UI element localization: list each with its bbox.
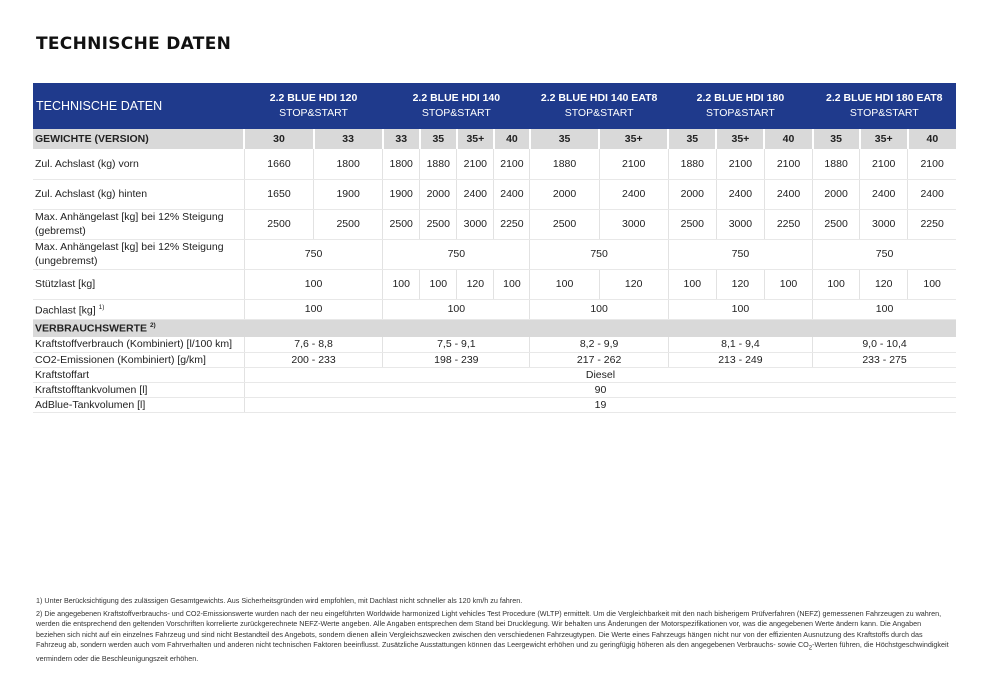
value-cell: 100 xyxy=(494,269,530,299)
footnote-2-text: 2) Die angegebenen Kraftstoffverbrauchs- und CO2-Emissionswerte wurden nach der neu eingeführten Worldwide harmonized Light vehicles Test Procedure (WLTP) ermittelt. Um die Vergleichbarkeit mit den nach bisherigem Prüfverfahren (NEFZ) gemessenen Fahrzeugen zu wahren, werden die entsprechend den geltenden Vorschriften korrelierte zurückgerechnete NEFZ-Werte angeben. Alle Angaben entsprechen dem Stand bei Drucklegung. Wir behalten uns Änderungen der Motorspezifikationen vor, was die angegebenen Werte ändern kann. Die Angaben beziehen sich nicht auf ein einzelnes Fahrzeug und sind nicht Bestandteil des Angebots, sondern dienen allein Vergleichszwecken zwischen den verschiedenen Fahrzeugtypen. Die Werte eines Fahrzeugs hängen nicht nur von der effizienten Ausnutzung des Kraftstoffs durch das Fahrzeug ab, sondern werden auch vom Fahrverhalten und anderen nicht technischen Faktoren beeinflusst. Zusätzliche Ausstattungen können das Leergewicht erhöhen und zu geringfügig höheren als den angegebenen Verbrauchs- sowie CO xyxy=(36,608,942,650)
value-cell: 2400 xyxy=(860,179,908,209)
value-cell: 3000 xyxy=(860,209,908,239)
row-label: Zul. Achslast (kg) vorn xyxy=(33,149,244,179)
engine-sub: STOP&START xyxy=(849,107,919,119)
value-cell: 2000 xyxy=(530,179,599,209)
value-cell: 100 xyxy=(420,269,457,299)
value-cell: 2500 xyxy=(314,209,383,239)
value-cell: 1900 xyxy=(383,179,420,209)
footnote-1: 1) Unter Berücksichtigung des zulässigen Gesamtgewichts. Aus Sicherheitsgründen wird empfohlen, mit Dachlast nicht schneller als 120 km/h zu fahren. xyxy=(36,596,523,605)
version-cell: 40 xyxy=(764,129,812,149)
table-row-achslast-hinten xyxy=(33,179,956,209)
version-cell: 40 xyxy=(908,129,956,149)
value-cell: 3000 xyxy=(599,209,668,239)
value-cell: 2100 xyxy=(599,149,668,179)
value-cell: 750 xyxy=(530,239,668,269)
value-cell: 2100 xyxy=(860,149,908,179)
engine-header-row xyxy=(33,83,956,129)
engine-name: 2.2 BLUE HDI 140 EAT8 xyxy=(540,92,658,104)
version-cell: 35 xyxy=(813,129,860,149)
section-label-text: VERBRAUCHSWERTE xyxy=(35,322,148,335)
value-cell: 100 xyxy=(668,299,812,319)
value-cell: 213 - 249 xyxy=(668,352,812,367)
row-label: Kraftstoffverbrauch (Kombiniert) [l/100 km] xyxy=(33,337,244,352)
row-label-line-2: (gebremst) xyxy=(35,225,86,237)
value-cell: 100 xyxy=(244,299,382,319)
engine-header-hdi-140-eat8 xyxy=(530,83,668,129)
value-cell: 1880 xyxy=(813,149,860,179)
value-cell: 2400 xyxy=(457,179,494,209)
row-label xyxy=(33,239,244,269)
value-cell: 2500 xyxy=(668,209,716,239)
row-label xyxy=(33,299,244,319)
value-cell: 2400 xyxy=(908,179,956,209)
engine-name: 2.2 BLUE HDI 140 xyxy=(412,92,501,104)
version-cell: 30 xyxy=(244,129,313,149)
section-header-verbrauch xyxy=(33,319,956,337)
row-label xyxy=(33,209,244,239)
engine-name: 2.2 BLUE HDI 180 EAT8 xyxy=(826,92,943,104)
value-cell: 90 xyxy=(244,382,956,397)
value-cell: 750 xyxy=(244,239,382,269)
engine-sub: STOP&START xyxy=(421,107,491,119)
row-label-text: Dachlast [kg] xyxy=(35,304,96,317)
version-cell: 40 xyxy=(494,129,530,149)
version-cell: 35 xyxy=(668,129,716,149)
table-row-kraftstoffverbrauch xyxy=(33,337,956,352)
value-cell: 120 xyxy=(716,269,764,299)
value-cell: 217 - 262 xyxy=(530,352,668,367)
value-cell: 2400 xyxy=(716,179,764,209)
table-row-dachlast xyxy=(33,299,956,319)
engine-header-hdi-120 xyxy=(244,83,382,129)
value-cell: 750 xyxy=(668,239,812,269)
value-cell: 120 xyxy=(457,269,494,299)
engine-sub: STOP&START xyxy=(705,107,775,119)
footnote-ref: 1) xyxy=(98,303,105,311)
engine-name: 2.2 BLUE HDI 180 xyxy=(696,92,785,104)
value-cell: 2000 xyxy=(668,179,716,209)
row-label-line-2: (ungebremst) xyxy=(35,255,98,267)
value-cell: 1800 xyxy=(383,149,420,179)
table-row-stuetzlast xyxy=(33,269,956,299)
value-cell: 2400 xyxy=(764,179,812,209)
footnote-ref: 2) xyxy=(149,322,156,329)
value-cell: 2100 xyxy=(764,149,812,179)
value-cell: 1880 xyxy=(668,149,716,179)
value-cell: 2250 xyxy=(494,209,530,239)
footnote-2-subscript: 2 xyxy=(808,645,813,652)
table-row-anhaengelast-ungebremst xyxy=(33,239,956,269)
value-cell: 100 xyxy=(244,269,382,299)
value-cell: 2500 xyxy=(244,209,313,239)
value-cell: 7,6 - 8,8 xyxy=(244,337,382,352)
value-cell: 2100 xyxy=(716,149,764,179)
value-cell: 120 xyxy=(860,269,908,299)
version-cell: 33 xyxy=(383,129,420,149)
version-cell: 35 xyxy=(530,129,599,149)
section-label xyxy=(33,319,956,337)
value-cell: 1880 xyxy=(420,149,457,179)
value-cell: 2100 xyxy=(494,149,530,179)
version-cell: 33 xyxy=(314,129,383,149)
table-header-label: TECHNISCHE DATEN xyxy=(36,99,163,113)
value-cell: 100 xyxy=(764,269,812,299)
value-cell: 750 xyxy=(813,239,956,269)
version-row xyxy=(33,129,956,149)
engine-header-hdi-180 xyxy=(668,83,812,129)
value-cell: 8,2 - 9,9 xyxy=(530,337,668,352)
table-row-tankvolumen xyxy=(33,382,956,397)
value-cell: 9,0 - 10,4 xyxy=(813,337,956,352)
value-cell: 2000 xyxy=(813,179,860,209)
table-row-adblue xyxy=(33,397,956,412)
engine-sub: STOP&START xyxy=(279,107,348,119)
footnote-2 xyxy=(36,609,951,665)
value-cell: 2000 xyxy=(420,179,457,209)
value-cell: 200 - 233 xyxy=(244,352,382,367)
value-cell: 7,5 - 9,1 xyxy=(383,337,530,352)
value-cell: Diesel xyxy=(244,367,956,382)
value-cell: 233 - 275 xyxy=(813,352,956,367)
version-cell: 35+ xyxy=(457,129,494,149)
value-cell: 2500 xyxy=(813,209,860,239)
value-cell: 100 xyxy=(383,269,420,299)
value-cell: 1800 xyxy=(314,149,383,179)
value-cell: 2250 xyxy=(908,209,956,239)
technical-data-table xyxy=(33,83,956,413)
row-label-line-1: Max. Anhängelast [kg] bei 12% Steigung xyxy=(35,211,224,223)
version-cell: 35 xyxy=(420,129,457,149)
value-cell: 3000 xyxy=(716,209,764,239)
row-label: Kraftstoffart xyxy=(33,367,244,382)
value-cell: 2400 xyxy=(599,179,668,209)
value-cell: 120 xyxy=(599,269,668,299)
footnotes xyxy=(36,596,951,667)
value-cell: 1880 xyxy=(530,149,599,179)
value-cell: 2100 xyxy=(908,149,956,179)
version-cell: 35+ xyxy=(716,129,764,149)
value-cell: 3000 xyxy=(457,209,494,239)
value-cell: 100 xyxy=(813,299,956,319)
engine-sub: STOP&START xyxy=(564,107,634,119)
value-cell: 1900 xyxy=(314,179,383,209)
value-cell: 100 xyxy=(908,269,956,299)
value-cell: 100 xyxy=(530,299,668,319)
value-cell: 2500 xyxy=(420,209,457,239)
engine-header-hdi-140 xyxy=(383,83,530,129)
value-cell: 198 - 239 xyxy=(383,352,530,367)
value-cell: 2100 xyxy=(457,149,494,179)
value-cell: 750 xyxy=(383,239,530,269)
row-label: Zul. Achslast (kg) hinten xyxy=(33,179,244,209)
value-cell: 100 xyxy=(383,299,530,319)
table-row-anhaengelast-gebremst xyxy=(33,209,956,239)
value-cell: 100 xyxy=(813,269,860,299)
value-cell: 19 xyxy=(244,397,956,412)
value-cell: 100 xyxy=(530,269,599,299)
footnote-2-text-end: -Werten führen, die Höchstgeschwindigkeit vermindern oder die Beschleunigungszeit erhöhen. xyxy=(36,640,949,664)
page-title: TECHNISCHE DATEN xyxy=(36,34,232,54)
table-row-kraftstoffart xyxy=(33,367,956,382)
row-label: AdBlue-Tankvolumen [l] xyxy=(33,397,244,412)
value-cell: 8,1 - 9,4 xyxy=(668,337,812,352)
value-cell: 1650 xyxy=(244,179,313,209)
value-cell: 2400 xyxy=(494,179,530,209)
value-cell: 2500 xyxy=(530,209,599,239)
value-cell: 1660 xyxy=(244,149,313,179)
engine-header-hdi-180-eat8 xyxy=(813,83,956,129)
engine-name: 2.2 BLUE HDI 120 xyxy=(269,92,358,104)
version-cell: 35+ xyxy=(860,129,908,149)
version-cell: 35+ xyxy=(599,129,668,149)
row-label: CO2-Emissionen (Kombiniert) [g/km] xyxy=(33,352,244,367)
row-label: Stützlast [kg] xyxy=(33,269,244,299)
value-cell: 2500 xyxy=(383,209,420,239)
table-row-achslast-vorn xyxy=(33,149,956,179)
row-label-line-1: Max. Anhängelast [kg] bei 12% Steigung xyxy=(35,241,224,253)
value-cell: 2250 xyxy=(764,209,812,239)
row-label: Kraftstofftankvolumen [l] xyxy=(33,382,244,397)
value-cell: 100 xyxy=(668,269,716,299)
table-row-co2 xyxy=(33,352,956,367)
versions-label: GEWICHTE (VERSION) xyxy=(35,133,149,145)
